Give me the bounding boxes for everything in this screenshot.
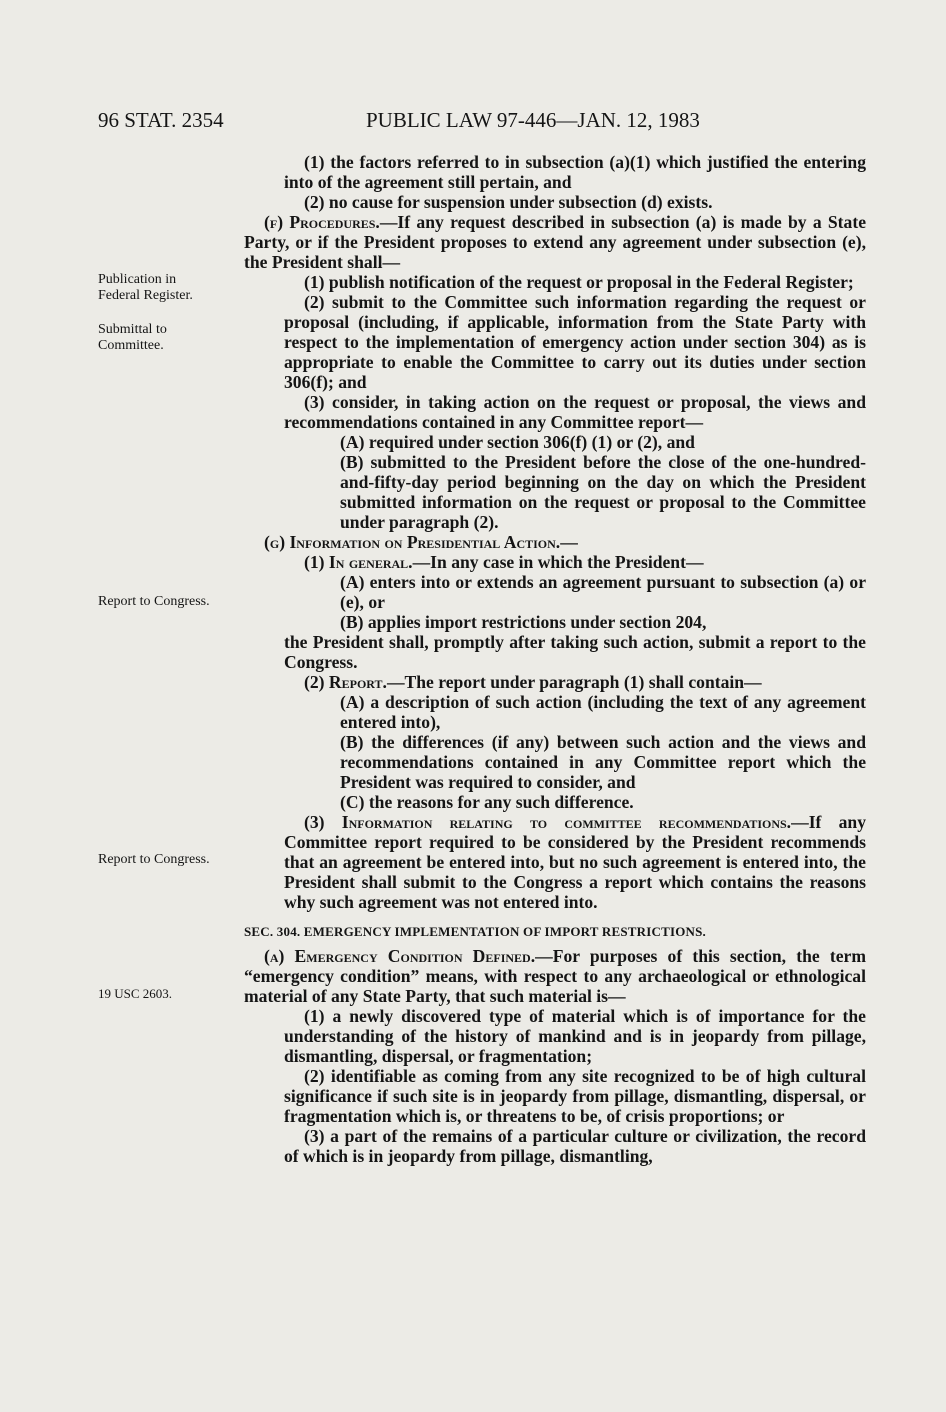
paragraph: (1) the factors referred to in subsection (a)(1) which justified the entering into of the agreement still pertain, and (284, 152, 866, 192)
margin-note-usc: 19 USC 2603. (98, 986, 173, 1001)
paragraph-text: —If any Committee report required to be considered by the President recommends that an agreement be entered into, but no such agreement is entered into, the President shall submit to the Congress a report which contains the reasons why such agreement was not entered into. (284, 812, 867, 912)
statute-body (244, 152, 866, 1166)
paragraph-heading: (3) Information relating to committee recommendations. (304, 812, 792, 832)
subparagraph: (B) submitted to the President before the close of the one-hundred-and-fifty-day period beginning on the day on which the President submitted information on the request or proposal to the Committee under paragraph (2). (340, 452, 866, 532)
subparagraph: (A) enters into or extends an agreement pursuant to subsection (a) or (e), or (340, 572, 866, 612)
paragraph (244, 812, 866, 912)
paragraph-heading: (2) Report. (304, 672, 387, 692)
paragraph: (2) submit to the Committee such information regarding the request or proposal (including, if applicable, information from the State Party with respect to the implementation of emergency action under section 304) as is appropriate to enable the Committee to carry out its duties under section 306(f); and (284, 292, 866, 392)
dash: — (560, 532, 578, 552)
paragraph: (1) publish notification of the request or proposal in the Federal Register; (304, 272, 854, 292)
paragraph (244, 552, 866, 572)
paragraph: (2) no cause for suspension under subsection (d) exists. (304, 192, 713, 212)
subsection-g (244, 532, 866, 552)
paragraph: (3) a part of the remains of a particular culture or civilization, the record of which is in jeopardy from pillage, dismantling, (284, 1126, 866, 1166)
paragraph: (3) consider, in taking action on the request or proposal, the views and recommendations contained in any Committee report— (284, 392, 866, 432)
subparagraph: (B) applies import restrictions under section 204, (340, 612, 707, 632)
subparagraph: (B) the differences (if any) between such action and the views and recommendations contained in any Committee report which the President was required to consider, and (340, 732, 866, 792)
subsection-text: —For purposes of this section, the term “emergency condition” means, with respect to any archaeological or ethnological material of any State Party, that such material is— (244, 946, 866, 1006)
subsection-heading: (g) Information on Presidential Action. (264, 532, 561, 552)
paragraph: (1) a newly discovered type of material which is of importance for the understanding of the history of mankind and is in jeopardy from pillage, dismantling, dispersal, or fragmentation; (284, 1006, 866, 1066)
margin-note-submittal: Submittal to Committee. (98, 322, 167, 353)
statute-page-number: 96 STAT. 2354 (98, 108, 224, 132)
section-heading: SEC. 304. EMERGENCY IMPLEMENTATION OF IMPORT RESTRICTIONS. (244, 924, 706, 939)
margin-note-report: Report to Congress. (98, 594, 210, 609)
subsection-f (244, 212, 866, 272)
subsection-a (244, 946, 866, 1006)
paragraph (244, 672, 866, 692)
public-law-title: PUBLIC LAW 97-446—JAN. 12, 1983 (366, 108, 700, 132)
paragraph-heading: (1) In general. (304, 552, 413, 572)
subsection-heading: (f) Procedures. (264, 212, 380, 232)
paragraph-text: —The report under paragraph (1) shall contain— (386, 672, 762, 692)
paragraph-text: —In any case in which the President— (412, 552, 704, 572)
subparagraph: (C) the reasons for any such difference. (340, 792, 634, 812)
paragraph-continuation: the President shall, promptly after taking such action, submit a report to the Congress. (284, 632, 866, 672)
subsection-text: —If any request described in subsection (a) is made by a State Party, or if the President proposes to extend any agreement under subsection (e), the President shall— (244, 212, 867, 272)
subsection-heading: (a) Emergency Condition Defined. (264, 946, 536, 966)
paragraph: (2) identifiable as coming from any site recognized to be of high cultural significance if such site is in jeopardy from pillage, dismantling, dispersal, or fragmentation which is, or threatens to be, of crisis proportions; or (284, 1066, 866, 1126)
margin-note-report-2: Report to Congress. (98, 852, 210, 867)
subparagraph: (A) a description of such action (including the text of any agreement entered into), (340, 692, 866, 732)
page-header (98, 108, 868, 136)
margin-note-publication: Publication in Federal Register. (98, 272, 193, 303)
subparagraph: (A) required under section 306(f) (1) or (2), and (340, 432, 695, 452)
